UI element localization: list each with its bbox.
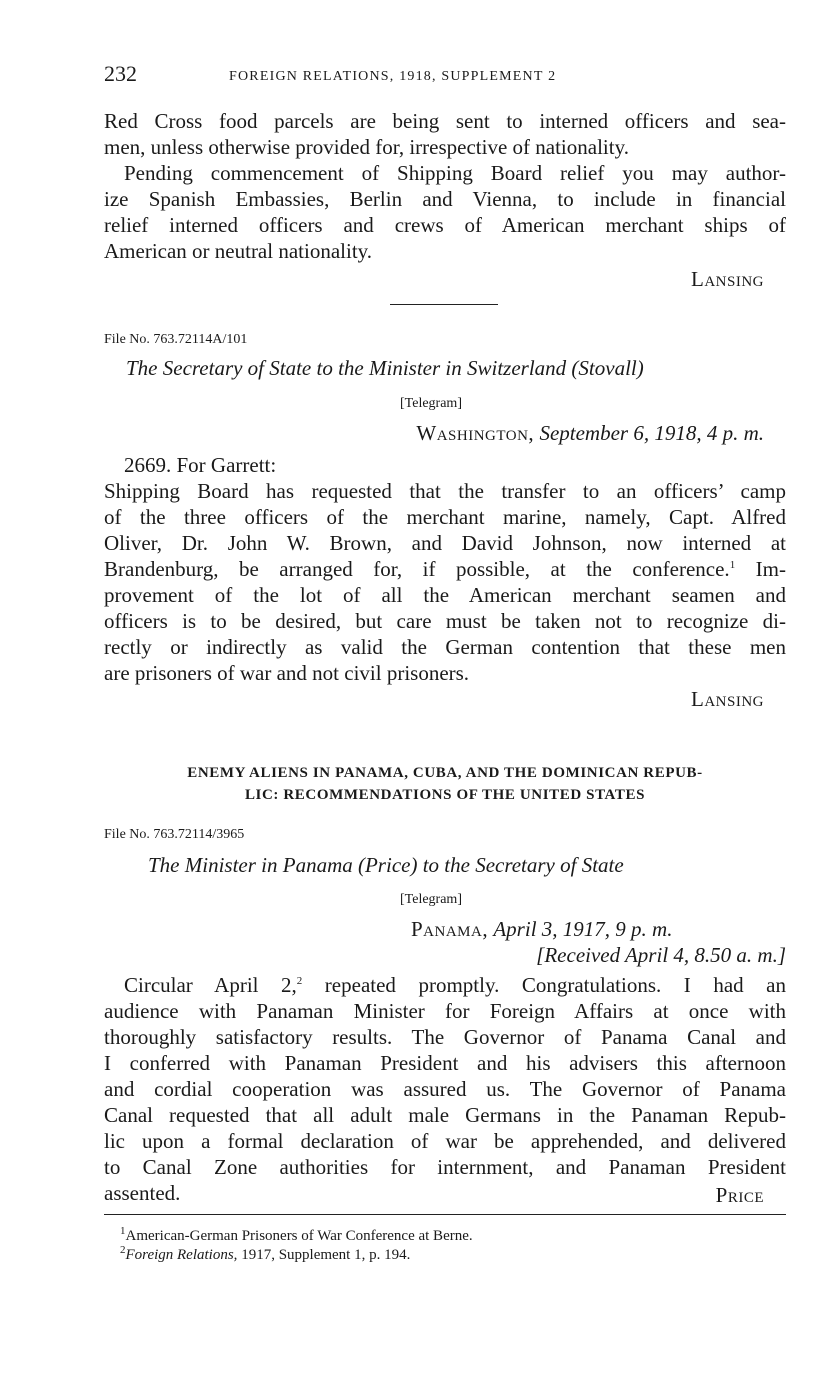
body-line: American or neutral nationality. (104, 239, 373, 263)
body-line: thoroughly satisfactory results. The Governor of Panama Canal and (104, 1025, 786, 1049)
body-text: Im- (735, 557, 787, 581)
footnote-ref: 2 (296, 975, 303, 987)
body-line: assented. (104, 1181, 181, 1205)
body-line: of the three officers of the merchant marine, namely, Capt. Alfred (104, 505, 786, 529)
signature: Lansing (691, 687, 764, 711)
body-line: rectly or indirectly as valid the German contention that these men (104, 635, 786, 659)
body-line: relief interned officers and crews of American merchant ships of (104, 213, 786, 237)
telegram-label: [Telegram] (400, 396, 462, 411)
signature: Lansing (691, 267, 764, 291)
dateline-date: September 6, 1918, 4 p. m. (539, 421, 764, 445)
footnote-1 (120, 1226, 473, 1246)
dateline-place: Washington, (416, 421, 535, 445)
body-line: are prisoners of war and not civil prisoners. (104, 661, 470, 685)
signature: Price (715, 1183, 764, 1207)
running-title: FOREIGN RELATIONS, 1918, SUPPLEMENT 2 (229, 69, 557, 84)
telegram-label: [Telegram] (400, 892, 462, 907)
body-line: to Canal Zone authorities for internment, and Panaman President (104, 1155, 786, 1179)
dateline (104, 420, 764, 446)
footnote-title: Foreign Relations, (125, 1247, 238, 1263)
footnote-text: American-German Prisoners of War Conference at Berne. (125, 1228, 473, 1244)
document-page (104, 0, 786, 1380)
body-line (104, 556, 786, 582)
footnote-rule (104, 1214, 786, 1215)
footnote-mark: 2 (120, 1244, 126, 1256)
body-line: Canal requested that all adult male Germans in the Panaman Repub- (104, 1103, 786, 1127)
body-text: repeated promptly. Congratulations. I had an (302, 973, 786, 997)
file-number: File No. 763.72114A/101 (104, 332, 248, 347)
page-number: 232 (104, 61, 137, 86)
body-line: Shipping Board has requested that the transfer to an officers’ camp (104, 479, 786, 503)
footnote-2 (120, 1245, 410, 1265)
footnote-ref: 1 (729, 559, 736, 571)
body-line: Pending commencement of Shipping Board relief you may author- (124, 161, 786, 185)
body-line: Red Cross food parcels are being sent to interned officers and sea- (104, 109, 786, 133)
dateline-place: Panama, (411, 917, 489, 941)
body-line: men, unless otherwise provided for, irrespective of nationality. (104, 135, 629, 159)
section-heading: LIC: RECOMMENDATIONS OF THE UNITED STATES (244, 787, 646, 803)
body-line: officers is to be desired, but care must be taken not to recognize di- (104, 609, 786, 633)
separator-rule (390, 304, 498, 305)
dateline-date: April 3, 1917, 9 p. m. (493, 917, 673, 941)
footnote-mark: 1 (120, 1225, 126, 1237)
body-text: Brandenburg, be arranged for, if possible, at the conference. (104, 557, 730, 581)
document-title: The Secretary of State to the Minister in Switzerland (Stovall) (126, 356, 644, 380)
body-text: Circular April 2, (124, 973, 297, 997)
document-title: The Minister in Panama (Price) to the Secretary of State (148, 853, 624, 877)
body-line: I conferred with Panaman President and his advisers this afternoon (104, 1051, 786, 1075)
body-line (124, 972, 786, 998)
body-line: lic upon a formal declaration of war be apprehended, and delivered (104, 1129, 786, 1153)
body-line: ize Spanish Embassies, Berlin and Vienna, to include in financial (104, 187, 786, 211)
dateline (411, 916, 771, 942)
body-line: audience with Panaman Minister for Foreign Affairs at once with (104, 999, 786, 1023)
telegram-number: 2669. For Garrett: (124, 453, 277, 477)
footnote-text: 1917, Supplement 1, p. 194. (237, 1247, 411, 1263)
section-heading: ENEMY ALIENS IN PANAMA, CUBA, AND THE DOMINICAN REPUB- (187, 765, 703, 781)
body-line: provement of the lot of all the American merchant seamen and (104, 583, 786, 607)
received-line: [Received April 4, 8.50 a. m.] (536, 943, 786, 967)
file-number: File No. 763.72114/3965 (104, 827, 245, 842)
body-line: Oliver, Dr. John W. Brown, and David Johnson, now interned at (104, 531, 786, 555)
body-line: and cordial cooperation was assured us. The Governor of Panama (104, 1077, 786, 1101)
